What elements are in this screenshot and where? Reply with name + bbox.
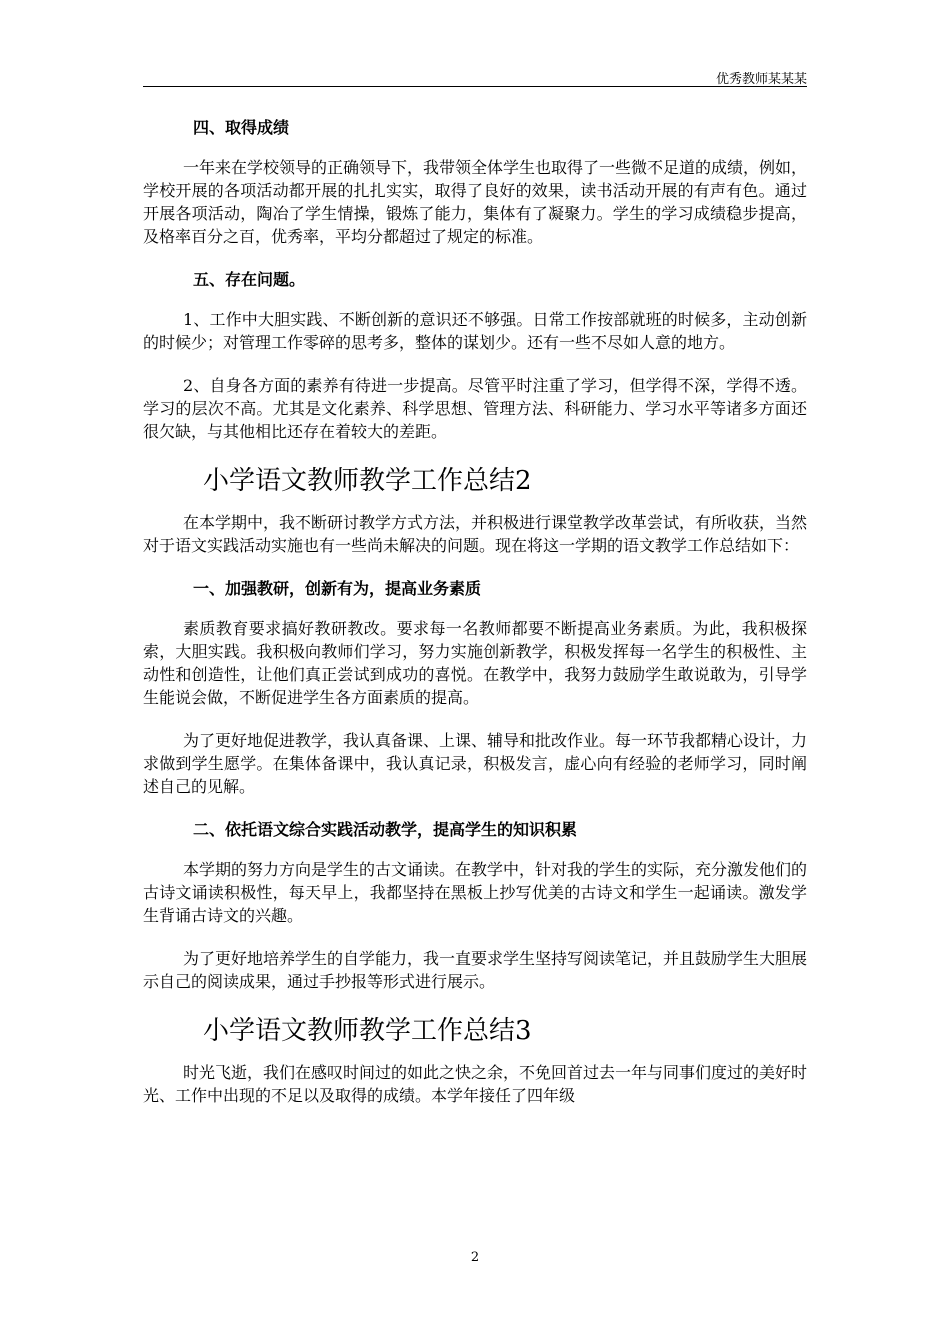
paragraph: 2、自身各方面的素养有待进一步提高。尽管平时注重了学习，但学得不深，学得不透。学习的层次不高。尤其是文化素养、科学思想、管理方法、科研能力、学习水平等诸多方面还很欠缺，与其他相比还存在着较大的差距。 xyxy=(143,376,807,441)
section-heading-teaching-research: 一、加强教研，创新有为，提高业务素质 xyxy=(193,579,482,598)
paragraph: 1、工作中大胆实践、不断创新的意识还不够强。日常工作按部就班的时候多，主动创新的时候少；对管理工作零碎的思考多，整体的谋划少。还有一些不尽如人意的地方。 xyxy=(143,310,807,352)
paragraph: 一年来在学校领导的正确领导下，我带领全体学生也取得了一些微不足道的成绩，例如，学校开展的各项活动都开展的扎扎实实，取得了良好的效果，读书活动开展的有声有色。通过开展各项活动，陶冶了学生情操，锻炼了能力，集体有了凝聚力。学生的学习成绩稳步提高，及格率百分之百，优秀率，平均分都超过了规定的标准。 xyxy=(143,158,808,246)
article-title-2: 小学语文教师教学工作总结2 xyxy=(203,466,532,496)
header-divider xyxy=(143,86,807,87)
paragraph: 为了更好地促进教学，我认真备课、上课、辅导和批改作业。每一环节我都精心设计，力求做到学生愿学。在集体备课中，我认真记录，积极发言，虚心向有经验的老师学习，同时阐述自己的见解。 xyxy=(143,731,808,796)
paragraph: 素质教育要求搞好教研教改。要求每一名教师都要不断提高业务素质。为此，我积极探索，大胆实践。我积极向教师们学习，努力实施创新教学，积极发挥每一名学生的积极性、主动性和创造性，让他们真正尝试到成功的喜悦。在教学中，我努力鼓励学生敢说敢为，引导学生能说会做，不断促进学生各方面素质的提高。 xyxy=(143,619,807,707)
section-heading-practice-activities: 二、依托语文综合实践活动教学，提高学生的知识积累 xyxy=(193,820,578,839)
paragraph: 为了更好地培养学生的自学能力，我一直要求学生坚持写阅读笔记，并且鼓励学生大胆展示自己的阅读成果，通过手抄报等形式进行展示。 xyxy=(143,949,808,991)
document-body xyxy=(143,116,807,1127)
section-heading-achievements: 四、取得成绩 xyxy=(193,118,290,137)
paragraph: 时光飞逝，我们在感叹时间过的如此之快之余，不免回首过去一年与同事们度过的美好时光、工作中出现的不足以及取得的成绩。本学年接任了四年级 xyxy=(143,1063,808,1105)
running-header: 优秀教师某某某 xyxy=(715,72,807,87)
section-heading-problems: 五、存在问题。 xyxy=(193,270,306,289)
paragraph: 本学期的努力方向是学生的古文诵读。在教学中，针对我的学生的实际，充分激发他们的古诗文诵读积极性，每天早上，我都坚持在黑板上抄写优美的古诗文和学生一起诵读。激发学生背诵古诗文的兴趣。 xyxy=(143,860,808,925)
page-number: 2 xyxy=(470,1250,480,1265)
paragraph: 在本学期中，我不断研讨教学方式方法，并积极进行课堂教学改革尝试，有所收获，当然对于语文实践活动实施也有一些尚未解决的问题。现在将这一学期的语文教学工作总结如下： xyxy=(143,513,808,555)
article-title-3: 小学语文教师教学工作总结3 xyxy=(203,1016,532,1046)
